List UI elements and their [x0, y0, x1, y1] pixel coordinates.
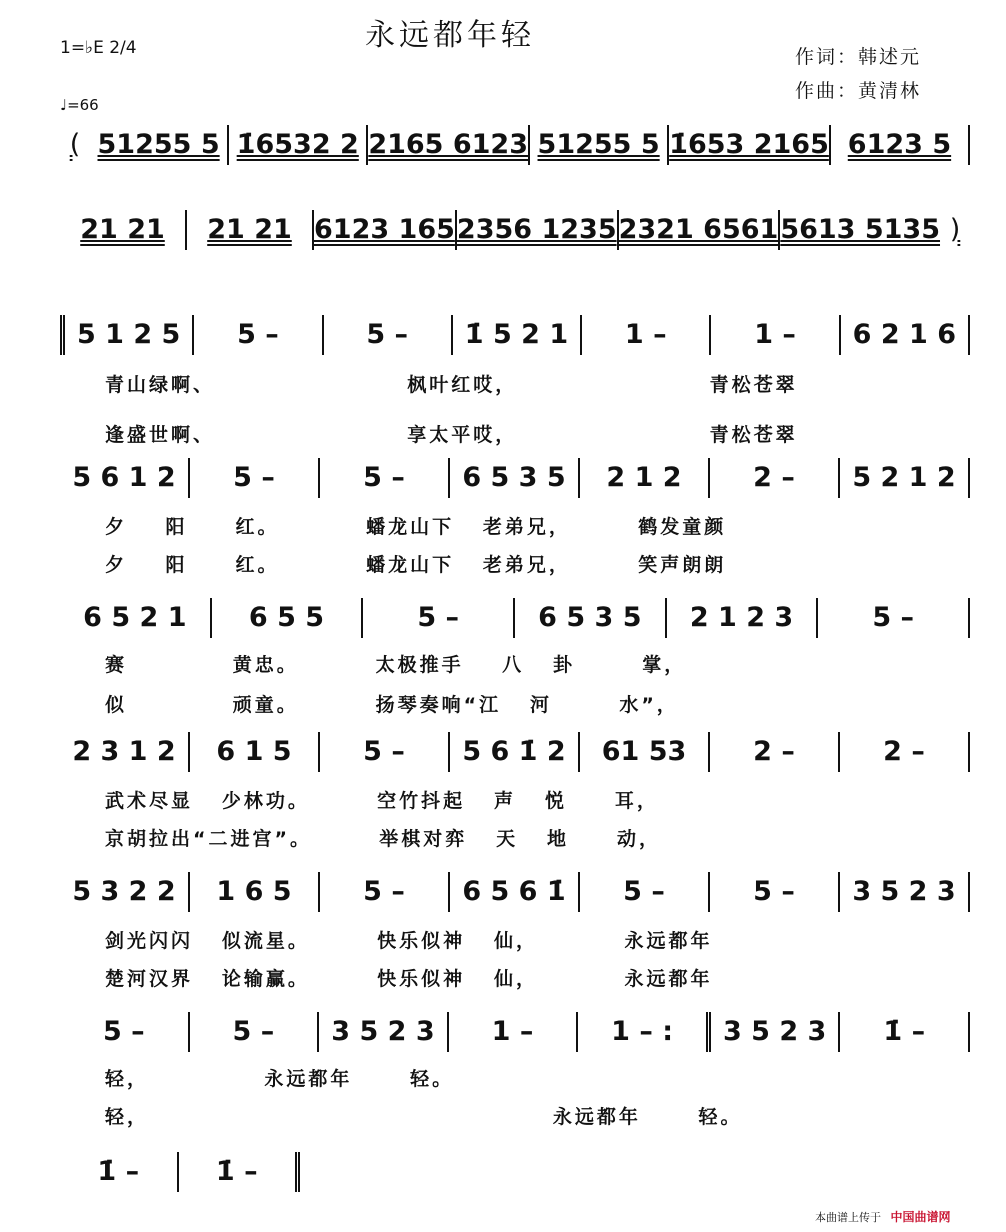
measure	[60, 1012, 190, 1052]
notes: 5 –	[363, 876, 405, 907]
staff-line	[60, 1152, 300, 1192]
notes: 1̇ –	[97, 1156, 140, 1187]
lyric-line: 夕 阳 红。 蟠龙山下 老弟兄， 鹤发童颜	[105, 516, 727, 538]
lyric-line: 夕 阳 红。 蟠龙山下 老弟兄， 笑声朗朗	[105, 554, 727, 576]
composer: 作曲：黄清林	[795, 80, 922, 102]
measure	[320, 458, 450, 498]
staff-line	[60, 125, 970, 165]
measure	[187, 210, 314, 250]
measure	[363, 598, 515, 638]
notes: 1 –	[491, 1016, 534, 1047]
notes: 2 3 1 2	[72, 736, 176, 767]
notes: 5 –	[232, 1016, 275, 1047]
measure	[582, 315, 711, 355]
measure	[229, 125, 368, 165]
notes: 6 1 5	[216, 736, 292, 767]
measure	[60, 125, 90, 165]
measure	[840, 872, 970, 912]
notes: 6 5 3 5	[462, 462, 566, 493]
measure	[667, 598, 819, 638]
notes: 5 1 2 5	[76, 319, 181, 350]
measure	[190, 458, 320, 498]
notes: 6 5 3 5	[538, 602, 642, 633]
lyric-line: 逢盛世啊、 享太平哎， 青松苍翠	[105, 424, 798, 446]
notes: 5 –	[102, 1016, 145, 1047]
notes: 5 –	[623, 876, 665, 907]
notes: 2 –	[753, 462, 795, 493]
notes: 5 –	[233, 462, 275, 493]
staff-line	[60, 458, 970, 498]
notes: 2 1 2 3	[689, 602, 794, 633]
measure	[60, 315, 194, 355]
notes: 1 6 5	[216, 876, 292, 907]
measure	[194, 315, 323, 355]
lyric-line: 似 顽童。 扬琴奏响“江 河 水”，	[105, 694, 679, 716]
notes: )	[949, 214, 961, 245]
measure	[780, 210, 940, 250]
lyric-line: 轻， 永远都年 轻。	[105, 1068, 455, 1090]
measure	[60, 458, 190, 498]
measure	[457, 210, 619, 250]
measure	[179, 1152, 301, 1192]
measure	[319, 1012, 449, 1052]
notes: (	[69, 129, 81, 160]
measure	[940, 210, 970, 250]
measure	[578, 1012, 711, 1052]
measure	[530, 125, 669, 165]
footer-text: 本曲谱上传于	[815, 1211, 881, 1224]
notes: 1 –	[754, 319, 796, 350]
notes: 5 2 1 2	[852, 462, 956, 493]
notes: 3 5 2 3	[852, 876, 956, 907]
notes: 1 – :	[611, 1016, 674, 1047]
notes: 21 21	[80, 214, 165, 245]
measure	[60, 732, 190, 772]
notes: 6 5 6 1̇	[462, 876, 566, 907]
key-signature: 1=♭E 2/4	[60, 38, 137, 58]
measure	[710, 872, 840, 912]
staff-line	[60, 732, 970, 772]
measure	[212, 598, 364, 638]
measure	[190, 1012, 320, 1052]
notes: 2321 6561	[618, 214, 779, 245]
tempo-marking: ♩=66	[60, 96, 99, 114]
notes: 5613 5135	[780, 214, 941, 245]
measure	[619, 210, 781, 250]
notes: 5 6 1̇ 2	[462, 736, 566, 767]
staff-line	[60, 315, 970, 355]
measure	[711, 315, 840, 355]
measure	[90, 125, 229, 165]
measure	[449, 1012, 579, 1052]
measure	[840, 732, 970, 772]
notes: 5 –	[417, 602, 460, 633]
notes: 6123 165	[314, 214, 455, 245]
measure	[818, 598, 970, 638]
measure	[60, 872, 190, 912]
measure	[190, 732, 320, 772]
lyric-line: 剑光闪闪 似流星。 快乐似神 仙， 永远都年	[105, 930, 713, 952]
lyric-line: 赛 黄忠。 太极推手 八 卦 掌，	[105, 654, 687, 676]
staff-line	[60, 1012, 970, 1052]
measure	[840, 1012, 970, 1052]
lyric-line: 轻， 永远都年 轻。	[105, 1106, 743, 1128]
notes: 5 –	[366, 319, 409, 350]
notes: 3 5 2 3	[723, 1016, 827, 1047]
notes: 6 5 2 1	[83, 602, 187, 633]
measure	[450, 458, 580, 498]
measure	[320, 872, 450, 912]
notes: 1̇ 5 2 1	[464, 319, 569, 350]
measure	[515, 598, 667, 638]
notes: 5 6 1 2	[72, 462, 176, 493]
notes: 1̇653 2165	[669, 129, 829, 160]
measure	[580, 732, 710, 772]
notes: 5 –	[237, 319, 279, 350]
measure	[840, 458, 970, 498]
notes: 5 –	[753, 876, 795, 907]
notes: 1 –	[624, 319, 667, 350]
measure	[580, 458, 710, 498]
measure	[450, 732, 580, 772]
measure	[314, 210, 457, 250]
notes: 2 1 2	[606, 462, 682, 493]
lyric-line: 青山绿啊、 枫叶红哎， 青松苍翠	[105, 374, 798, 396]
staff-line	[60, 872, 970, 912]
notes: 5 –	[363, 462, 405, 493]
measure	[60, 598, 212, 638]
measure	[711, 1012, 841, 1052]
notes: 5 –	[872, 602, 915, 633]
measure	[190, 872, 320, 912]
notes: 1̇6532 2	[236, 129, 359, 160]
lyric-line: 楚河汉界 论输赢。 快乐似神 仙， 永远都年	[105, 968, 713, 990]
lyricist: 作词：韩述元	[795, 46, 922, 68]
notes: 1̇ –	[215, 1156, 258, 1187]
notes: 3 5 2 3	[331, 1016, 435, 1047]
notes: 21 21	[207, 214, 292, 245]
notes: 2165 6123	[368, 129, 529, 160]
footer	[815, 1208, 951, 1225]
measure	[669, 125, 831, 165]
notes: 1̇ –	[883, 1016, 926, 1047]
notes: 51255 5	[97, 129, 220, 160]
measure	[841, 315, 970, 355]
notes: 61 53	[601, 736, 687, 767]
notes: 2 –	[753, 736, 795, 767]
staff-line	[60, 210, 970, 250]
notes: 2356 1235	[456, 214, 617, 245]
measure	[580, 872, 710, 912]
measure	[60, 1152, 179, 1192]
notes: 5 –	[363, 736, 405, 767]
site-logo: 中国曲谱网	[890, 1210, 951, 1224]
measure	[710, 458, 840, 498]
measure	[831, 125, 970, 165]
measure	[450, 872, 580, 912]
measure	[453, 315, 582, 355]
measure	[60, 210, 187, 250]
notes: 6123 5	[847, 129, 952, 160]
staff-line	[60, 598, 970, 638]
notes: 5 3 2 2	[72, 876, 176, 907]
song-title: 永远都年轻	[365, 18, 535, 53]
measure	[324, 315, 453, 355]
notes: 6 2 1 6	[852, 319, 956, 350]
lyric-line: 京胡拉出“二进宫”。 举棋对弈 天 地 动，	[105, 828, 662, 850]
lyric-line: 武术尽显 少林功。 空竹抖起 声 悦 耳，	[105, 790, 659, 812]
measure	[710, 732, 840, 772]
measure	[368, 125, 530, 165]
notes: 51255 5	[537, 129, 660, 160]
notes: 6 5 5	[248, 602, 325, 633]
notes: 2 –	[883, 736, 925, 767]
measure	[320, 732, 450, 772]
